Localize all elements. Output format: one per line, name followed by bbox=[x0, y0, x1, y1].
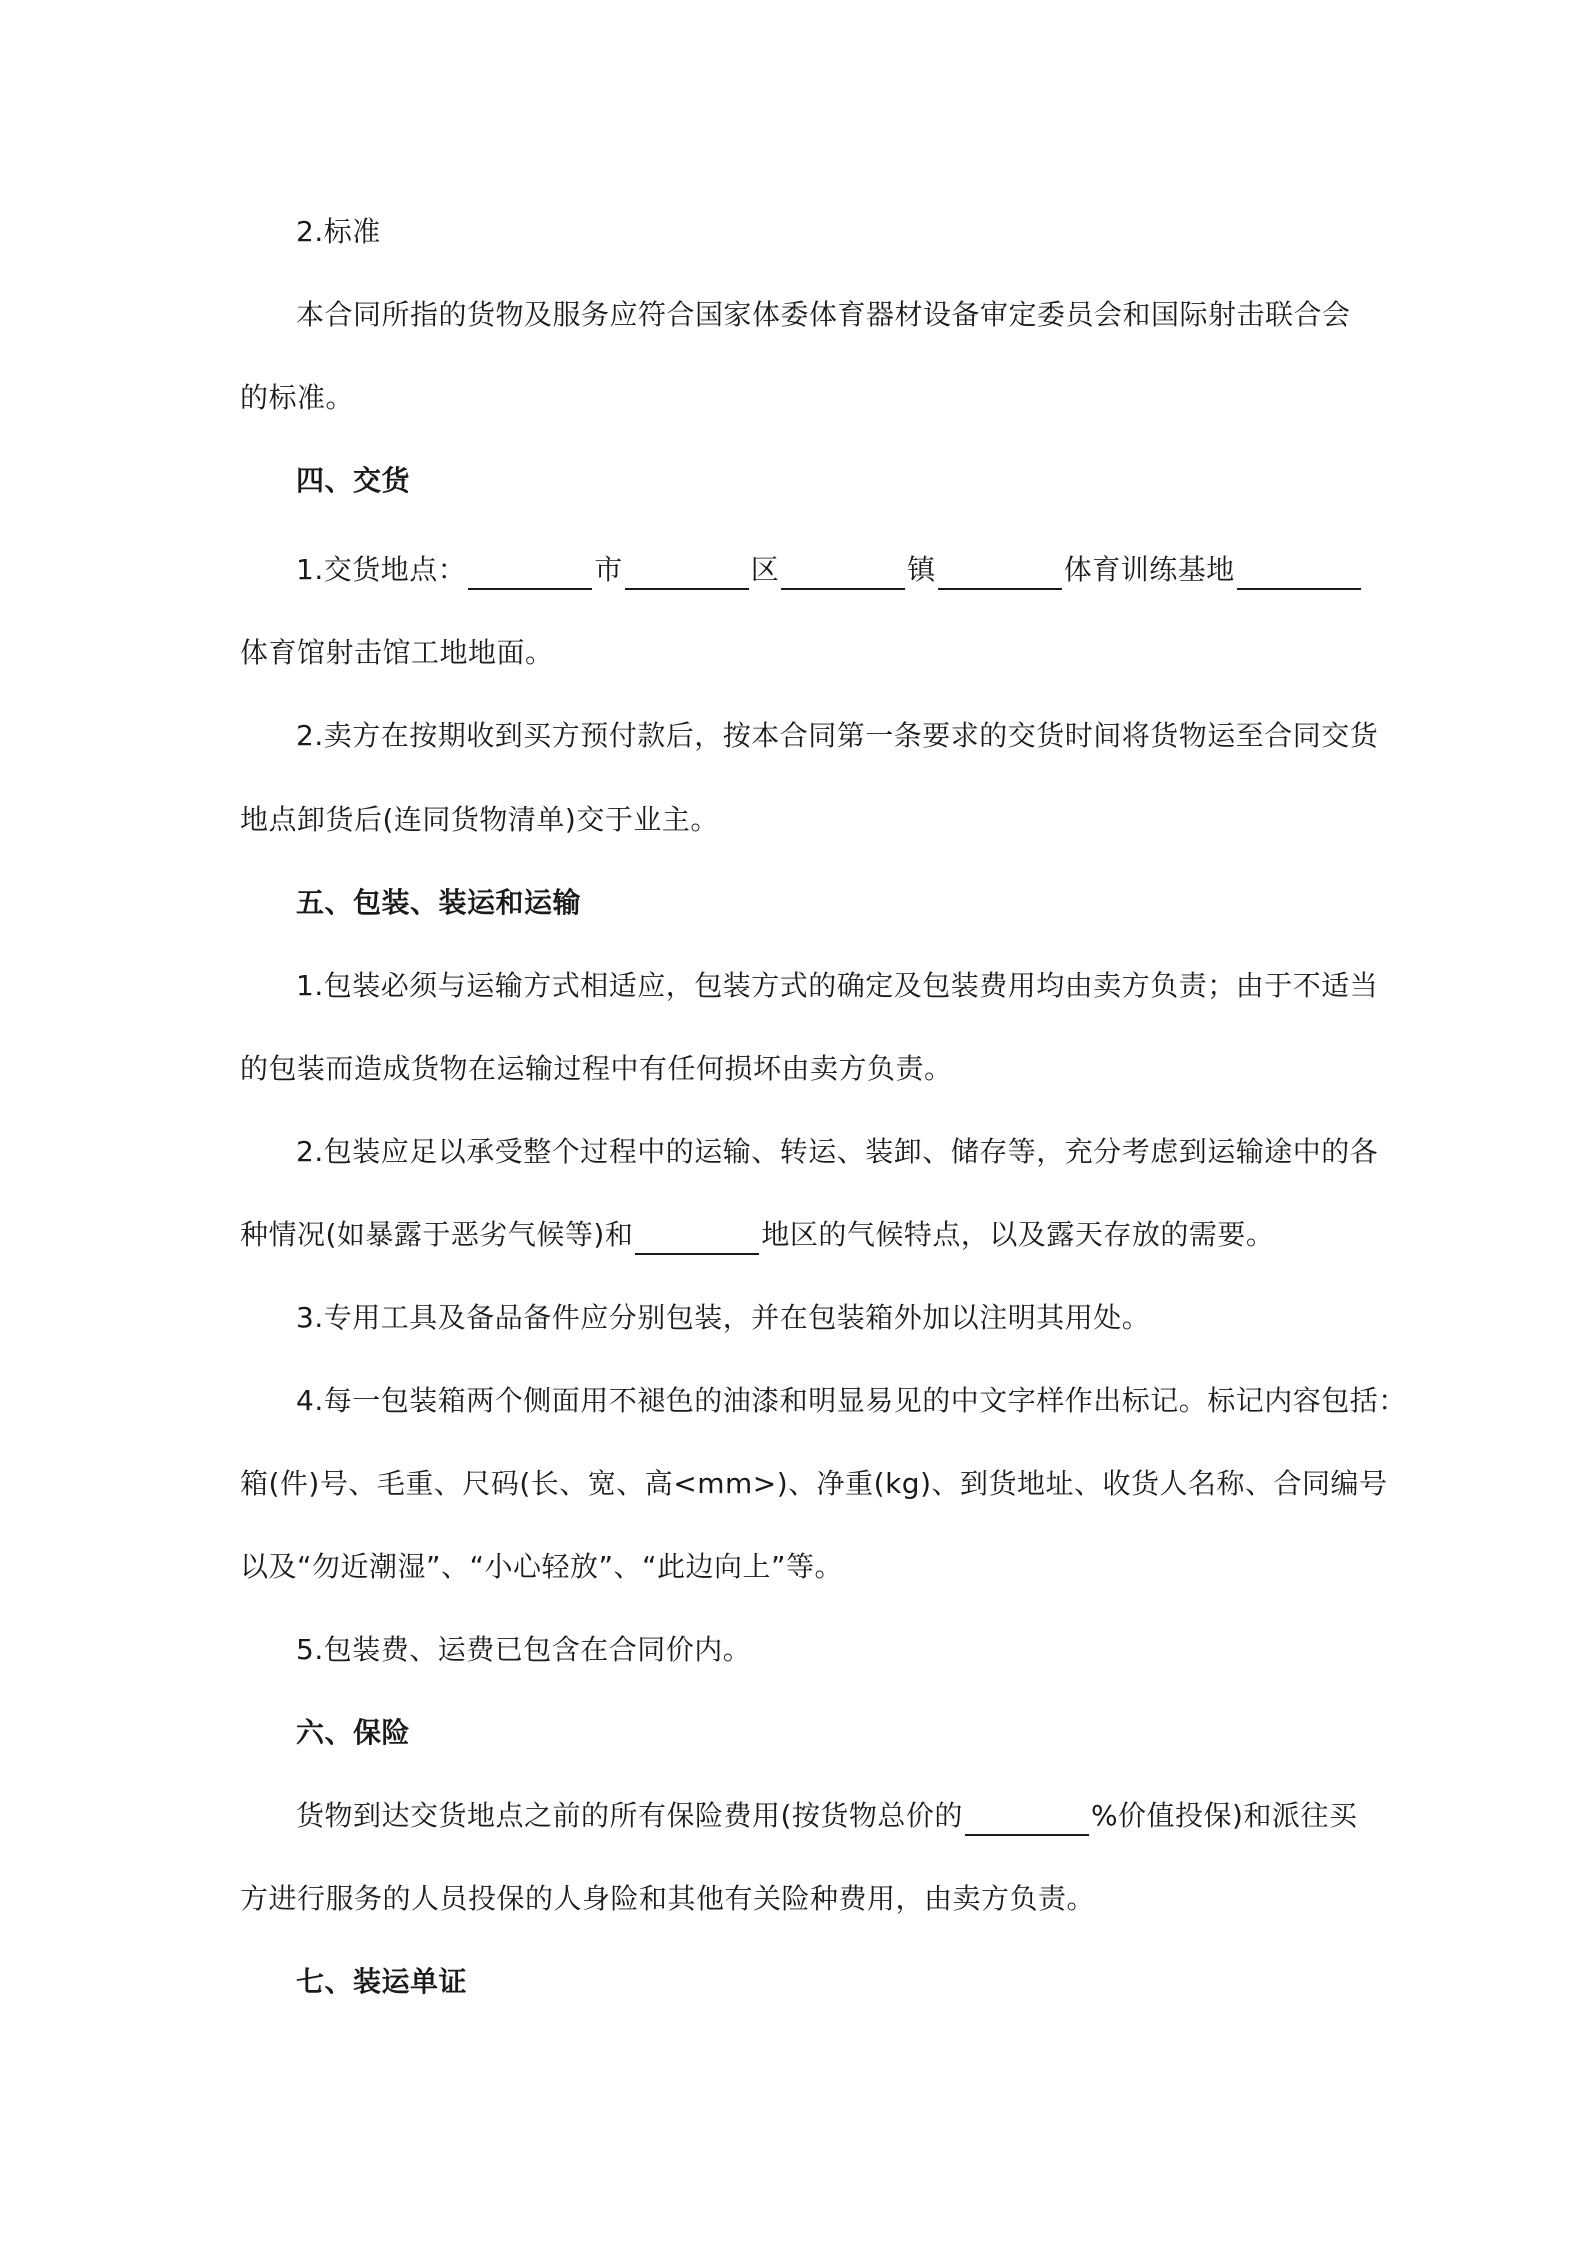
town-suffix: 镇 bbox=[907, 553, 936, 586]
city-blank bbox=[468, 554, 592, 590]
packaging-item2-suffix: 地区的气候特点，以及露天存放的需要。 bbox=[761, 1218, 1275, 1251]
clause-standard-text-line1: 本合同所指的货物及服务应符合国家体委体育器材设备审定委员会和国际射击联合会 bbox=[296, 298, 1351, 331]
delivery-location-prefix: 1.交货地点： bbox=[296, 553, 467, 586]
town-blank bbox=[781, 554, 905, 590]
insurance-suffix: %价值投保)和派往买 bbox=[1090, 1799, 1358, 1832]
venue-blank bbox=[1237, 554, 1361, 590]
section-insurance-heading: 六、保险 bbox=[296, 1716, 411, 1749]
section-delivery-heading: 四、交货 bbox=[296, 464, 411, 497]
district-blank bbox=[625, 554, 749, 590]
base-blank bbox=[938, 554, 1062, 590]
city-suffix: 市 bbox=[594, 553, 623, 586]
insurance-line2: 方进行服务的人员投保的人身险和其他有关险种费用，由卖方负责。 bbox=[240, 1882, 1096, 1915]
packaging-item4-line2: 箱(件)号、毛重、尺码(长、宽、高<mm>)、净重(kg)、到货地址、收货人名称、合同编号 bbox=[240, 1467, 1388, 1500]
insurance-line1 bbox=[296, 1796, 1360, 1836]
delivery-location-line1 bbox=[296, 550, 1360, 590]
packaging-item1-line2: 的包装而造成货物在运输过程中有任何损坏由卖方负责。 bbox=[240, 1052, 953, 1085]
section-packaging-heading: 五、包装、装运和运输 bbox=[296, 886, 582, 919]
packaging-item2-line2 bbox=[240, 1215, 1360, 1255]
packaging-item4-line3: 以及“勿近潮湿”、“小心轻放”、“此边向上”等。 bbox=[240, 1550, 844, 1583]
clause-standard-title: 2.标准 bbox=[296, 215, 381, 248]
region-blank bbox=[635, 1219, 759, 1255]
packaging-item4-line1: 4.每一包装箱两个侧面用不褪色的油漆和明显易见的中文字样作出标记。标记内容包括： bbox=[296, 1384, 1407, 1417]
percentage-blank bbox=[965, 1800, 1089, 1836]
insurance-prefix: 货物到达交货地点之前的所有保险费用(按货物总价的 bbox=[296, 1799, 963, 1832]
delivery-method-line1: 2.卖方在按期收到买方预付款后，按本合同第一条要求的交货时间将货物运至合同交货 bbox=[296, 719, 1379, 752]
delivery-location-line2: 体育馆射击馆工地地面。 bbox=[240, 636, 554, 669]
packaging-item2-prefix: 种情况(如暴露于恶劣气候等)和 bbox=[240, 1218, 634, 1251]
base-suffix: 体育训练基地 bbox=[1063, 553, 1235, 586]
clause-standard-text-line2: 的标准。 bbox=[240, 381, 355, 414]
packaging-item5: 5.包装费、运费已包含在合同价内。 bbox=[296, 1633, 752, 1666]
packaging-item2-line1: 2.包装应足以承受整个过程中的运输、转运、装卸、储存等，充分考虑到运输途中的各 bbox=[296, 1135, 1379, 1168]
packaging-item1-line1: 1.包装必须与运输方式相适应，包装方式的确定及包装费用均由卖方负责；由于不适当 bbox=[296, 969, 1379, 1002]
district-suffix: 区 bbox=[750, 553, 780, 586]
delivery-method-line2: 地点卸货后(连同货物清单)交于业主。 bbox=[240, 803, 719, 836]
packaging-item3: 3.专用工具及备品备件应分别包装，并在包装箱外加以注明其用处。 bbox=[296, 1301, 1151, 1334]
section-shipping-documents-heading: 七、装运单证 bbox=[296, 1965, 468, 1998]
